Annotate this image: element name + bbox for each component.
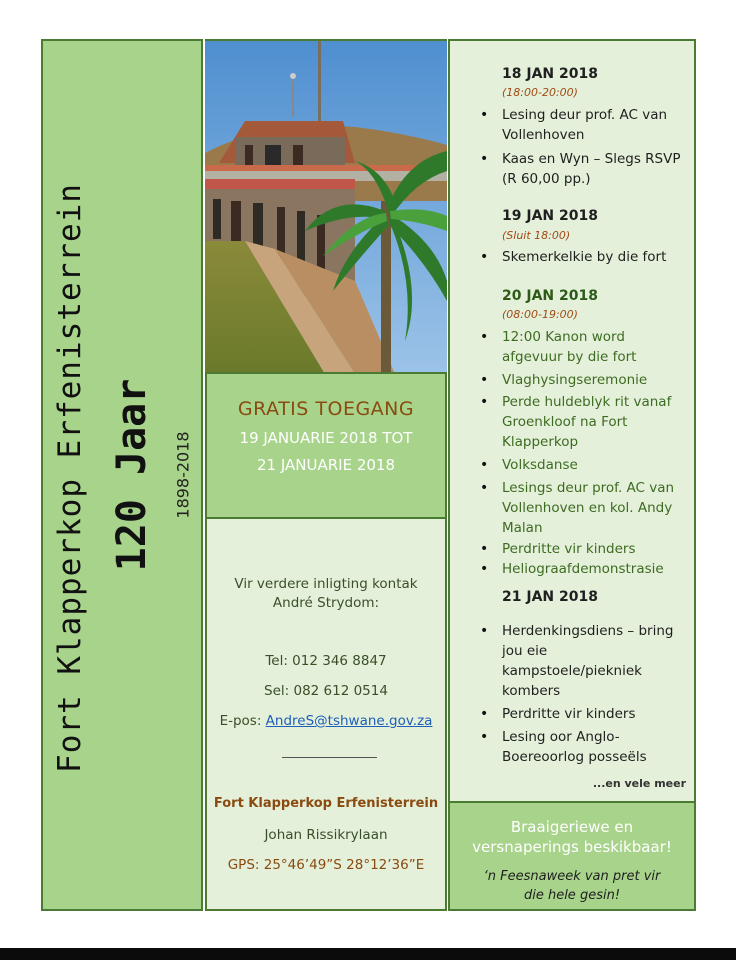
list-item: • Lesing oor Anglo-Boereoorlog posseëls	[502, 727, 688, 767]
contact-intro-line2: André Strydom:	[272, 595, 380, 611]
fort-photo	[205, 39, 447, 372]
admission-date-end: 21 JANUARIE 2018	[256, 456, 395, 474]
bottom-edge	[0, 948, 736, 960]
contact-email-label: E-pos:	[219, 713, 266, 729]
day-20-date: 20 JAN 2018	[502, 288, 598, 304]
contact-tel: Tel: 012 346 8847	[265, 653, 387, 669]
list-item: • Lesing deur prof. AC van Vollenhoven	[502, 105, 688, 145]
admission-title: GRATIS TOEGANG	[237, 398, 415, 420]
venue-street: Johan Rissikrylaan	[264, 827, 388, 843]
refreshments-note: Braaigeriewe en versnaperings beskikbaar!	[472, 818, 672, 856]
contact-email-link[interactable]: AndreS@tshwane.gov.za	[265, 713, 433, 729]
list-item: • Herdenkingsdiens – bring jou eie kampstoele/piekniek kombers	[502, 621, 688, 701]
more-events-note: ...en vele meer	[592, 777, 686, 790]
day-18-time: (18:00-20:00)	[502, 86, 578, 99]
list-item: • Skemerkelkie by die fort	[502, 247, 688, 267]
admission-box	[205, 372, 447, 519]
contact-divider	[282, 757, 377, 758]
contact-cell: Sel: 082 612 0514	[264, 683, 388, 699]
contact-intro	[207, 575, 445, 613]
venue-gps: GPS: 25°46’49”S 28°12’36”E	[227, 857, 425, 873]
years-range: 1898-2018	[173, 431, 193, 519]
list-item: • Heliograafdemonstrasie	[502, 559, 688, 579]
contact-intro-line1: Vir verdere inligting kontak	[234, 576, 418, 592]
list-item: • Lesings deur prof. AC van Vollenhoven en kol. Andy Malan	[502, 478, 688, 538]
fort-photo-illustration	[205, 41, 447, 372]
list-item: • 12:00 Kanon word afgevuur by die fort	[502, 327, 688, 367]
day-19-time: (Sluit 18:00)	[502, 229, 571, 242]
event-title: Fort Klapperkop Erfenisterrein	[52, 183, 88, 773]
day-19-date: 19 JAN 2018	[502, 208, 598, 224]
venue-name: Fort Klapperkop Erfenisterrein	[213, 796, 439, 811]
day-18-date: 18 JAN 2018	[502, 66, 598, 82]
footer-box	[448, 803, 696, 911]
list-item: • Kaas en Wyn – Slegs RSVP (R 60,00 pp.)	[502, 149, 688, 189]
contact-box	[205, 519, 447, 911]
day-21-date: 21 JAN 2018	[502, 589, 598, 605]
list-item: • Vlaghysingseremonie	[502, 370, 688, 390]
day-20-time: (08:00-19:00)	[502, 308, 578, 321]
festival-tagline: ‘n Feesnaweek van pret vir die hele gesin!	[483, 869, 661, 903]
contact-email-row	[207, 713, 445, 729]
list-item: • Perdritte vir kinders	[502, 704, 688, 724]
admission-date-start: 19 JANUARIE 2018 TOT	[239, 429, 413, 447]
list-item: • Perde huldeblyk rit vanaf Groenkloof na Fort Klapperkop	[502, 392, 688, 452]
list-item: • Perdritte vir kinders	[502, 539, 688, 559]
schedule-box	[448, 39, 696, 803]
list-item: • Volksdanse	[502, 455, 688, 475]
anniversary-label: 120 Jaar	[109, 378, 155, 572]
